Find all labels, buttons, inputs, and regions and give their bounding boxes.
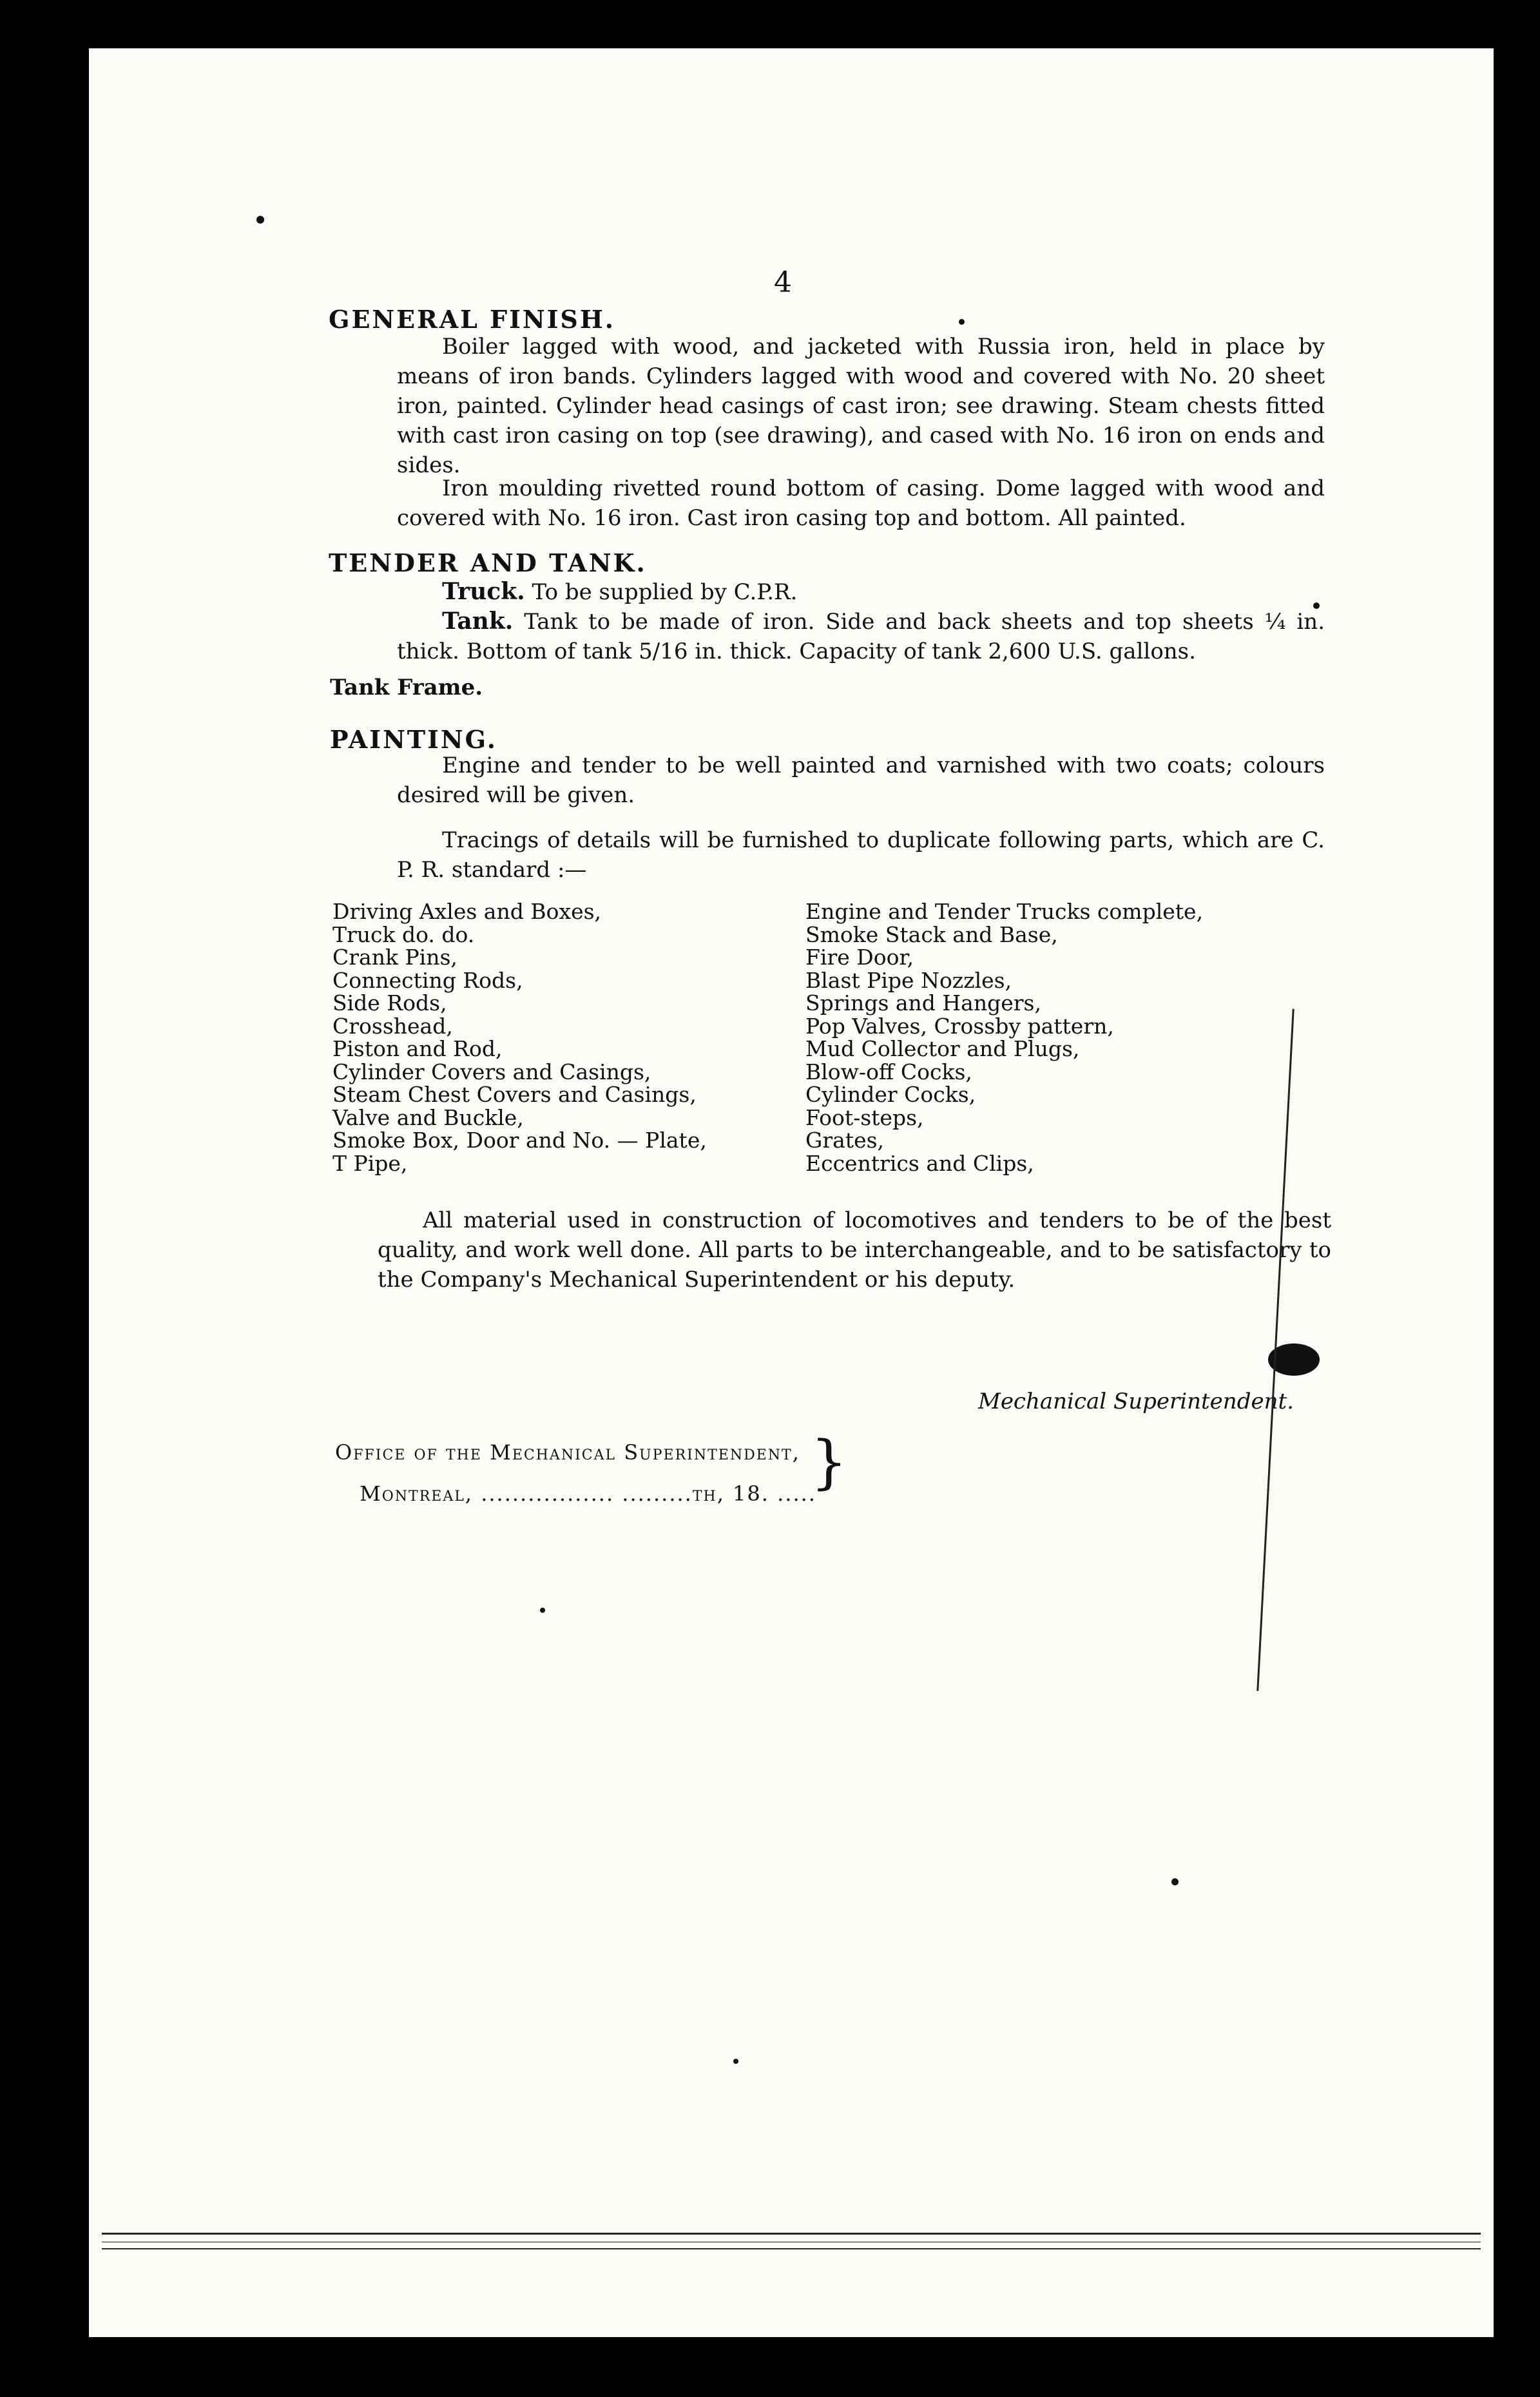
general-finish-para-2: Iron moulding rivetted round bottom of casing. Dome lagged with wood and covered with No. 16 iron. Cast iron casing top and bottom. All painted. xyxy=(397,476,1325,531)
montreal-date-line: Montreal, ................. .........th, 18. ..... xyxy=(360,1481,816,1506)
parts-right-item: Blow-off Cocks, xyxy=(805,1059,972,1084)
page-number: 4 xyxy=(774,266,792,299)
parts-right-item: Mud Collector and Plugs, xyxy=(805,1036,1080,1061)
parts-right-item: Grates, xyxy=(805,1128,885,1153)
parts-left-item: Valve and Buckle, xyxy=(332,1104,524,1130)
speck xyxy=(1171,1878,1179,1885)
parts-right-item: Cylinder Cocks, xyxy=(805,1082,976,1107)
speck xyxy=(959,319,965,325)
parts-left-item: Cylinder Covers and Casings, xyxy=(332,1059,651,1084)
speck xyxy=(733,2059,738,2064)
parts-right-item: Blast Pipe Nozzles, xyxy=(805,967,1012,993)
speck xyxy=(540,1608,545,1613)
parts-left-item: Smoke Box, Door and No. — Plate, xyxy=(332,1128,707,1153)
parts-left-item: Truck do. do. xyxy=(332,921,475,947)
general-finish-para-1: Boiler lagged with wood, and jacketed with Russia iron, held in place by means of iron bands. Cylinders lagged with wood and covered with No. 20 sheet iron, painted. Cylinder head casings of cast iron; see drawing. Steam chests fitted with cast iron casing on top (see drawing), and cased with No. 16 iron on ends and sides. xyxy=(397,334,1325,478)
tank-label: Tank. xyxy=(442,608,514,635)
painting-para-2: Tracings of details will be furnished to duplicate following parts, which are C. P. R. standard :— xyxy=(397,827,1325,883)
speck xyxy=(1313,602,1320,609)
tank-paragraph xyxy=(397,606,1325,666)
brace-glyph: } xyxy=(811,1429,848,1496)
closing-paragraph: All material used in construction of locomotives and tenders to be of the best quality, and work well done. All parts to be interchangeable, and to be satisfactory to the Company's Mechanical Superintendent or his deputy. xyxy=(378,1208,1331,1293)
painting-para-1: Engine and tender to be well painted and varnished with two coats; colours desired will be given. xyxy=(397,753,1325,808)
office-line: Office of the Mechanical Superintendent, xyxy=(335,1440,800,1465)
document-page xyxy=(89,48,1494,2337)
parts-left-item: Crank Pins, xyxy=(332,945,457,970)
painting-heading: PAINTING. xyxy=(330,725,497,754)
parts-left-item: Driving Axles and Boxes, xyxy=(332,899,602,924)
parts-left-item: Steam Chest Covers and Casings, xyxy=(332,1082,697,1107)
truck-text: To be supplied by C.P.R. xyxy=(532,579,798,605)
parts-right-item: Smoke Stack and Base, xyxy=(805,921,1058,947)
parts-left-item: Connecting Rods, xyxy=(332,967,523,993)
tank-text: Tank to be made of iron. Side and back sheets and top sheets ¼ in. thick. Bottom of tank 5/16 in. thick. Capacity of tank 2,600 U.S. gallons. xyxy=(397,609,1325,664)
parts-left-item: Piston and Rod, xyxy=(332,1036,503,1061)
parts-right-item: Fire Door, xyxy=(805,945,914,970)
general-finish-heading: GENERAL FINISH. xyxy=(329,305,615,334)
parts-left-item: T Pipe, xyxy=(332,1150,408,1176)
parts-right-item: Pop Valves, Crossby pattern, xyxy=(805,1013,1114,1039)
parts-right-item: Eccentrics and Clips, xyxy=(805,1150,1034,1176)
tender-and-tank-heading: TENDER AND TANK. xyxy=(329,548,647,577)
parts-right-item: Engine and Tender Trucks complete, xyxy=(805,899,1204,924)
parts-list-right xyxy=(805,900,1295,1175)
parts-list-left xyxy=(332,900,784,1175)
speck xyxy=(256,216,264,224)
bottom-rule-3 xyxy=(102,2248,1481,2249)
truck-label: Truck. xyxy=(442,578,525,605)
tank-frame-heading: Tank Frame. xyxy=(330,675,483,700)
parts-right-item: Springs and Hangers, xyxy=(805,990,1041,1016)
bottom-rule-1 xyxy=(102,2233,1481,2235)
parts-right-item: Foot-steps, xyxy=(805,1104,924,1130)
parts-left-item: Crosshead, xyxy=(332,1013,453,1039)
truck-line xyxy=(442,577,1325,607)
parts-left-item: Side Rods, xyxy=(332,990,447,1016)
signature-title: Mechanical Superintendent. xyxy=(978,1389,1294,1414)
